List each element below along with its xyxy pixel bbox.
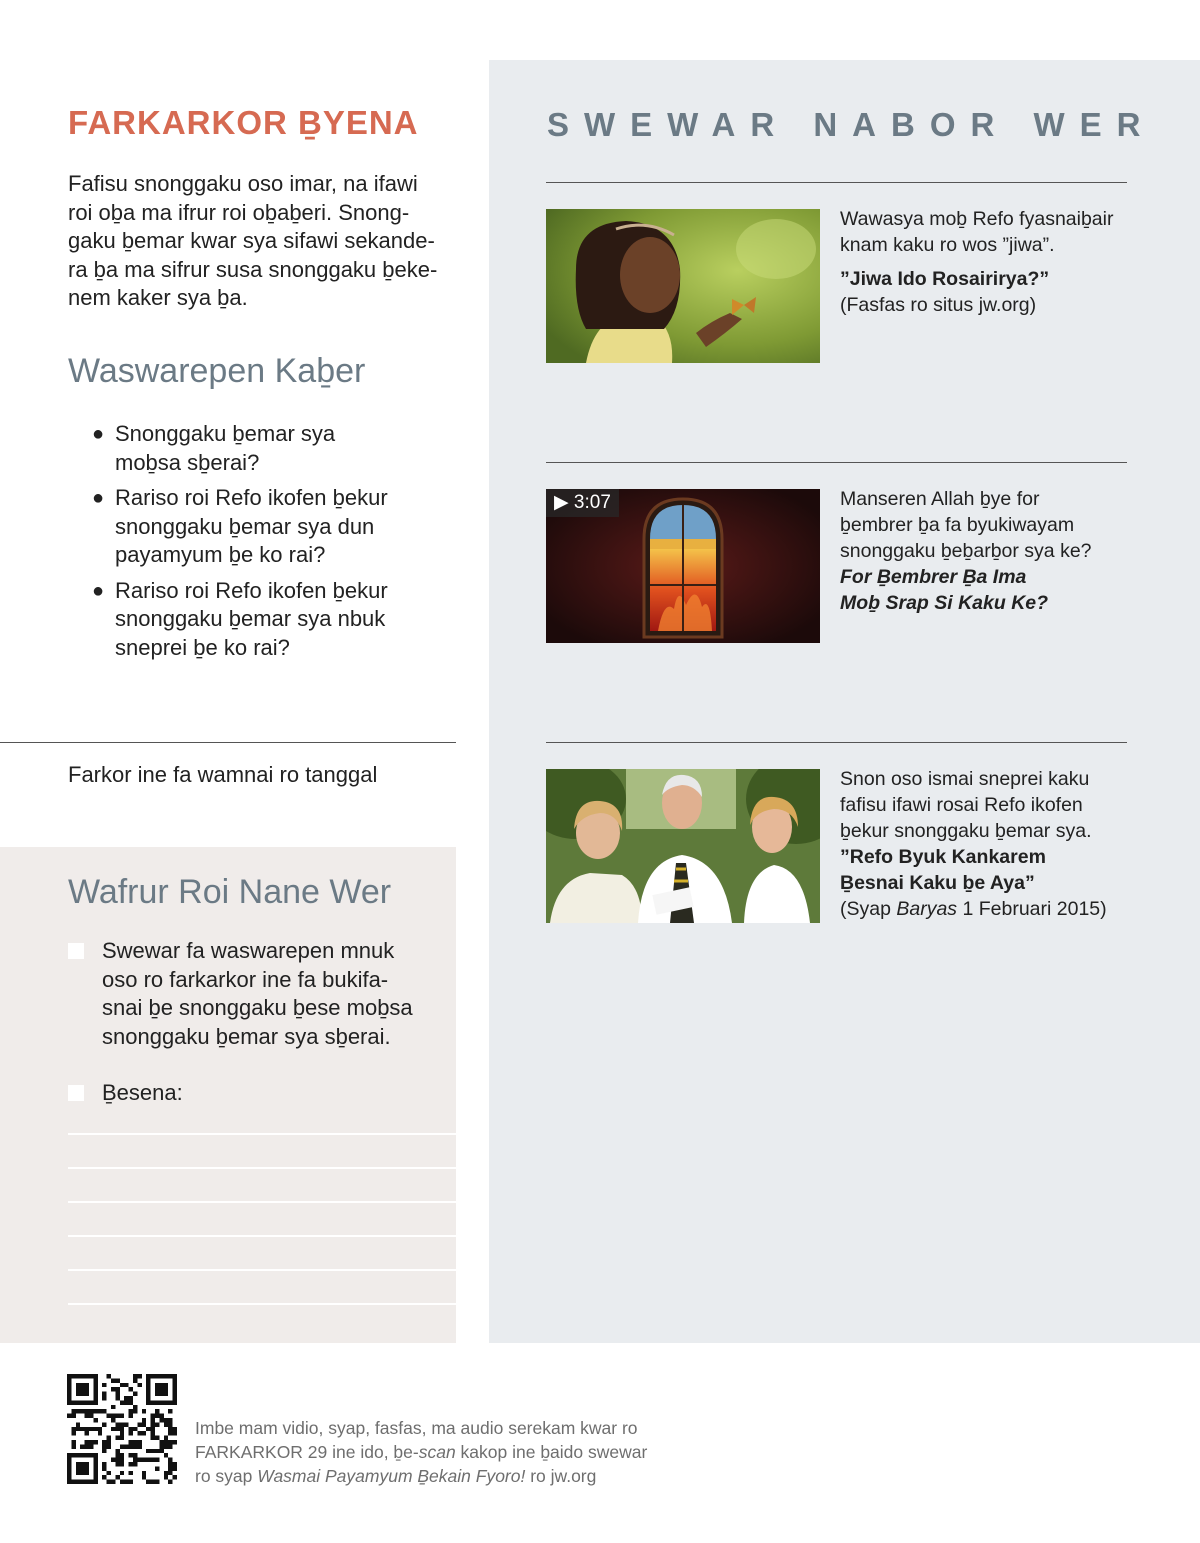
footer-text-italic: scan	[418, 1442, 456, 1462]
divider	[0, 742, 456, 743]
summary-text	[68, 170, 453, 313]
question-line: snonggaku ḇemar sya nbuk	[115, 606, 386, 631]
entry-text	[840, 766, 1140, 922]
writing-line[interactable]	[68, 1269, 456, 1271]
entry-desc-line: Snon oso ismai sneprei kaku	[840, 768, 1090, 790]
goal-item	[68, 937, 438, 1051]
footer-text-part: kakop ine ḇaido swewar	[455, 1442, 648, 1462]
source-magazine-name: Baryas	[896, 898, 958, 920]
question-line: Rariso roi Refo ikofen ḇekur	[115, 485, 388, 510]
entry-desc-line: Wawasya moḇ Refo fyasnaiḇair	[840, 208, 1114, 230]
footer-text-part: ro syap	[195, 1466, 258, 1486]
video-duration: 3:07	[573, 492, 611, 513]
bullet-icon: ●	[92, 579, 105, 602]
goal-item-text: Ḇesena:	[102, 1080, 183, 1105]
review-questions-list	[92, 420, 432, 669]
stained-glass-fire-video[interactable]	[546, 489, 820, 643]
play-icon: ▶	[554, 492, 569, 513]
entry-desc-line: fafisu ifawi rosai Refo ikofen	[840, 794, 1083, 816]
source-suffix: 1 Februari 2015)	[957, 898, 1107, 920]
source-label	[840, 896, 1140, 922]
three-people-talking-photo[interactable]	[546, 769, 820, 923]
question-line: Snonggaku ḇemar sya	[115, 421, 336, 446]
goal-line: Swewar fa waswarepen mnuk	[102, 938, 395, 963]
question-line: payamyum ḇe ko rai?	[115, 542, 326, 567]
left-column	[0, 0, 456, 1343]
goal-checkbox[interactable]	[68, 1085, 84, 1101]
writing-line[interactable]	[68, 1235, 456, 1237]
footer-text-part: ro jw.org	[525, 1466, 597, 1486]
summary-line: Fafisu snonggaku oso imar, na ifawi	[68, 171, 418, 196]
qr-code[interactable]	[67, 1374, 177, 1484]
entry-desc-line: Manseren Allah ḇye for	[840, 488, 1040, 510]
goal-line: snonggaku ḇemar sya sḇerai.	[102, 1023, 391, 1049]
divider	[546, 742, 1127, 743]
video-title-link[interactable]: For Ḇembrer Ḇa Ima	[840, 566, 1027, 588]
writing-line[interactable]	[68, 1303, 456, 1305]
entry-desc-line: knam kaku ro wos ”jiwa”.	[840, 234, 1055, 256]
video-duration-badge	[546, 489, 619, 517]
footer-line	[195, 1464, 695, 1488]
entry-desc-line: ḇekur snonggaku ḇemar sya.	[840, 820, 1092, 842]
review-question	[92, 484, 432, 570]
footer-text-part: FARKARKOR 29 ine ido, ḇe-	[195, 1442, 419, 1462]
writing-line[interactable]	[68, 1133, 456, 1135]
review-question	[92, 577, 432, 663]
photo-image	[546, 769, 820, 923]
publication-title: Wasmai Payamyum Ḇekain Fyoro!	[257, 1466, 526, 1486]
goal-title: Wafrur Roi Nane Wer	[68, 873, 392, 911]
summary-title: FARKARKOR ḆYENA	[68, 104, 419, 141]
qr-modules	[67, 1374, 177, 1484]
writing-line[interactable]	[68, 1167, 456, 1169]
footer-line	[195, 1440, 695, 1464]
writing-line[interactable]	[68, 1201, 456, 1203]
review-question	[92, 420, 432, 477]
summary-line: gaku ḇemar kwar sya sifawi sekande-	[68, 228, 435, 253]
goal-item-other	[68, 1079, 438, 1108]
summary-line: nem kaker sya ḇa.	[68, 285, 248, 310]
video-title-link[interactable]: Moḇ Srap Si Kaku Ke?	[840, 592, 1049, 614]
goal-checkbox[interactable]	[68, 943, 84, 959]
review-title: Waswarepen Kaḇer	[68, 352, 366, 390]
entry-text	[840, 206, 1140, 318]
bullet-icon: ●	[92, 487, 105, 509]
article-title-link[interactable]: Ḇesnai Kaku ḇe Aya”	[840, 872, 1035, 894]
goal-box	[0, 847, 456, 1343]
entry-desc-line: snonggaku ḇeḇarḇor sya ke?	[840, 540, 1092, 562]
photo-image	[546, 209, 820, 363]
article-title-link[interactable]: ”Jiwa Ido Rosairirya?”	[840, 268, 1050, 290]
question-line: moḇsa sḇerai?	[115, 449, 260, 475]
question-line: sneprei ḇe ko rai?	[115, 634, 290, 660]
entry-text	[840, 486, 1140, 616]
explore-panel	[489, 60, 1200, 1343]
divider	[546, 462, 1127, 463]
girl-with-butterfly-photo[interactable]	[546, 209, 820, 363]
article-title-link[interactable]: ”Refo Byuk Kankarem	[840, 846, 1046, 868]
summary-line: ra ḇa ma sifrur susa snonggaku ḇeke-	[68, 256, 438, 282]
footer-text	[195, 1416, 695, 1488]
source-prefix: (Syap	[840, 898, 897, 920]
goal-item-text	[68, 937, 438, 1051]
date-label: Farkor ine fa wamnai ro tanggal	[68, 762, 378, 787]
goal-line: snai ḇe snonggaku ḇese moḇsa	[102, 995, 413, 1020]
bullet-icon: ●	[92, 423, 105, 445]
source-label: (Fasfas ro situs jw.org)	[840, 294, 1037, 316]
entry-desc-line: ḇembrer ḇa fa byukiwayam	[840, 514, 1075, 536]
footer-line: Imbe mam vidio, syap, fasfas, ma audio serekam kwar ro	[195, 1418, 638, 1438]
divider	[546, 182, 1127, 183]
goal-line: oso ro farkarkor ine fa bukifa-	[102, 966, 389, 992]
explore-title: SWEWAR NABOR WER	[547, 106, 1156, 143]
summary-line: roi oḇa ma ifrur roi oḇaḇeri. Snong-	[68, 199, 410, 225]
question-line: snonggaku ḇemar sya dun	[115, 513, 375, 539]
question-line: Rariso roi Refo ikofen ḇekur	[115, 577, 388, 603]
